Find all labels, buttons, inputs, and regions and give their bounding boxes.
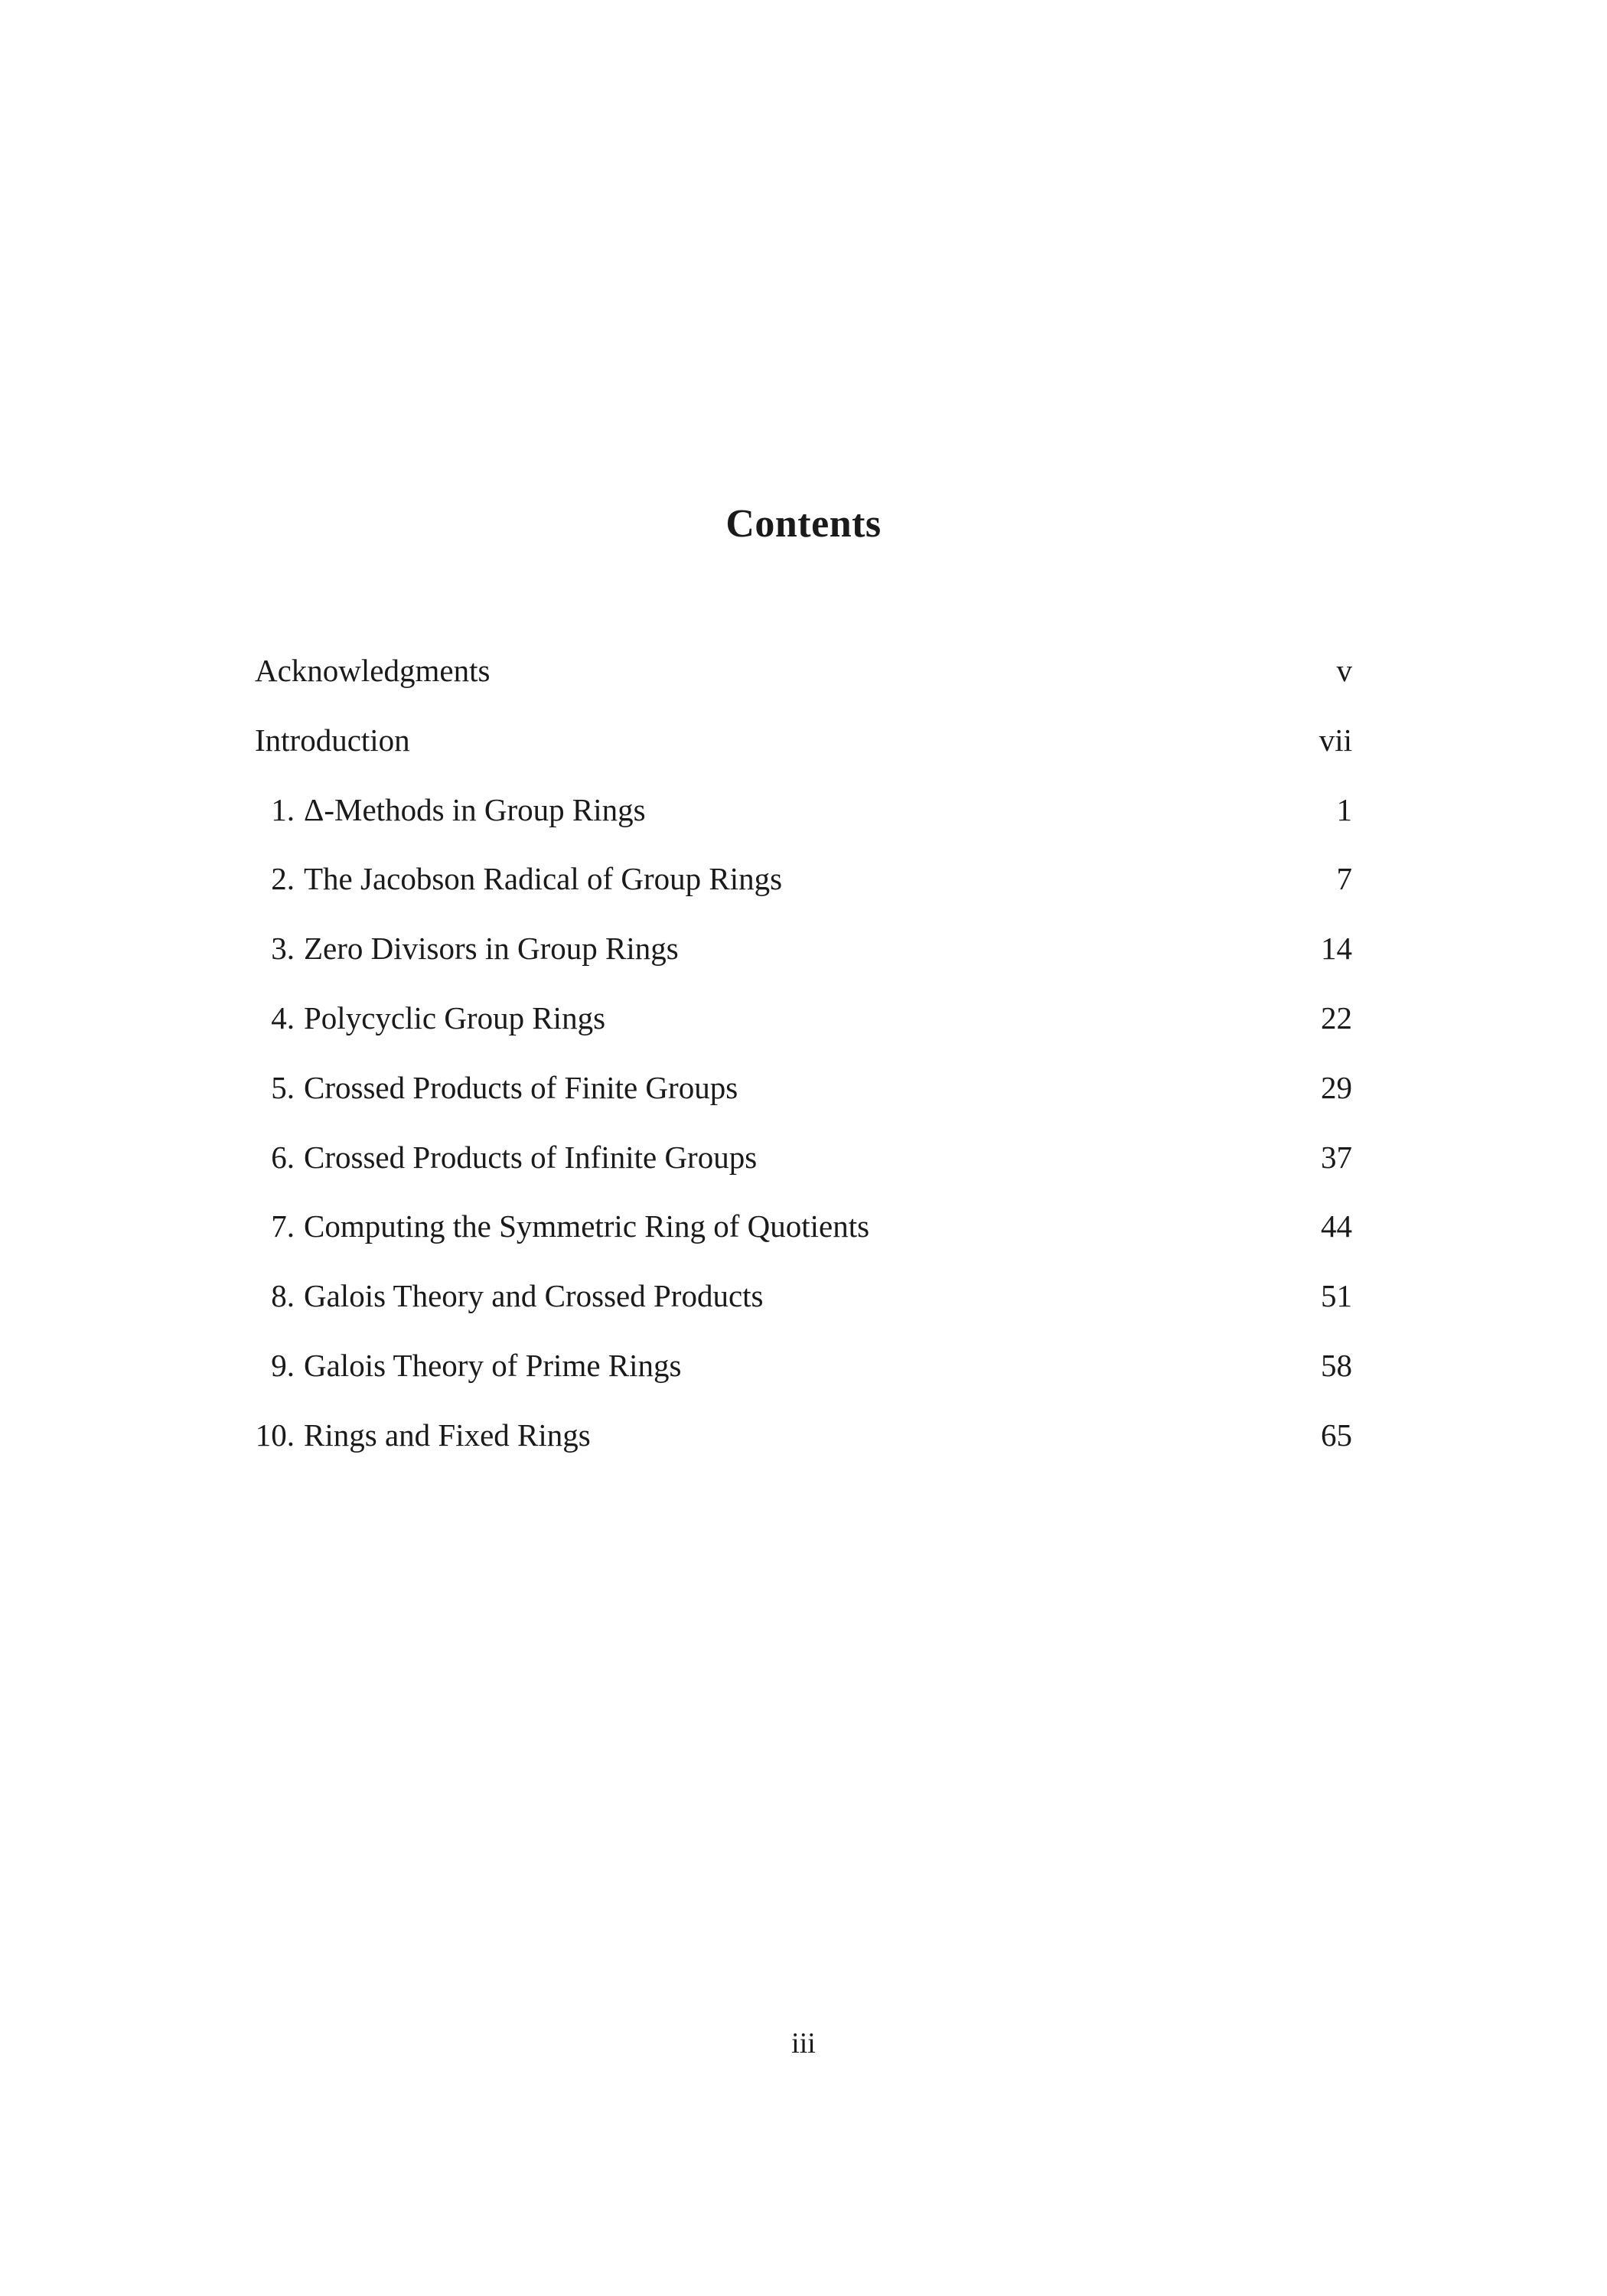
toc-entry-label: Introduction	[255, 722, 410, 758]
toc-entry-label: Zero Divisors in Group Rings	[304, 931, 679, 967]
toc-entry-page: 1	[1336, 791, 1352, 827]
toc-entry-page: 65	[1321, 1417, 1352, 1453]
toc-entry-chapter-2[interactable]	[255, 860, 1352, 930]
toc-entry-label-wrap	[255, 652, 490, 689]
toc-entry-number: 3.	[271, 931, 295, 967]
toc-entry-page: 7	[1336, 861, 1352, 897]
toc-entry-label: Polycyclic Group Rings	[304, 1000, 606, 1035]
toc-entry-label: Crossed Products of Finite Groups	[304, 1069, 738, 1105]
toc-entry-label: Computing the Symmetric Ring of Quotients	[304, 1208, 870, 1244]
table-of-contents	[255, 652, 1352, 1486]
toc-entry-label-wrap	[255, 1347, 681, 1384]
toc-entry-label-wrap	[255, 1000, 605, 1036]
page-number: iii	[791, 2027, 816, 2060]
toc-entry-label: The Jacobson Radical of Group Rings	[304, 861, 783, 897]
toc-entry-label-wrap	[255, 1139, 757, 1176]
toc-entry-page: 58	[1321, 1347, 1352, 1383]
toc-entry-chapter-4[interactable]	[255, 1000, 1352, 1069]
toc-entry-label: Galois Theory and Crossed Products	[304, 1278, 764, 1314]
toc-entry-label: Galois Theory of Prime Rings	[304, 1347, 682, 1383]
toc-entry-label: Acknowledgments	[255, 653, 491, 688]
toc-entry-number: 7.	[271, 1208, 295, 1244]
toc-entry-label-wrap	[255, 722, 410, 758]
toc-entry-label: Rings and Fixed Rings	[304, 1417, 591, 1453]
toc-entry-number: 4.	[271, 1000, 295, 1035]
toc-entry-chapter-7[interactable]	[255, 1208, 1352, 1277]
toc-entry-label-wrap	[255, 1277, 764, 1314]
toc-entry-page: 44	[1321, 1208, 1352, 1244]
toc-entry-number: 9.	[271, 1347, 295, 1383]
toc-entry-number: 1.	[271, 791, 295, 827]
page-title: Contents	[725, 502, 882, 546]
toc-entry-label-wrap	[255, 791, 646, 828]
toc-entry-acknowledgments[interactable]	[255, 652, 1352, 722]
toc-entry-page: vii	[1319, 722, 1352, 758]
toc-entry-page: 14	[1321, 931, 1352, 967]
toc-entry-page: 37	[1321, 1139, 1352, 1175]
toc-entry-number: 2.	[271, 861, 295, 897]
toc-entry-page: v	[1336, 653, 1352, 688]
toc-entry-page: 22	[1321, 1000, 1352, 1035]
toc-entry-label-wrap	[255, 1208, 869, 1244]
toc-entry-number: 6.	[271, 1139, 295, 1175]
toc-entry-introduction[interactable]	[255, 722, 1352, 791]
toc-entry-label-wrap	[255, 1069, 738, 1106]
toc-entry-chapter-1[interactable]	[255, 791, 1352, 861]
toc-entry-page: 51	[1321, 1278, 1352, 1314]
toc-entry-label-wrap	[255, 930, 679, 967]
toc-entry-chapter-8[interactable]	[255, 1277, 1352, 1347]
toc-entry-chapter-10[interactable]	[255, 1417, 1352, 1486]
toc-entry-chapter-6[interactable]	[255, 1139, 1352, 1208]
toc-entry-page: 29	[1321, 1069, 1352, 1105]
toc-entry-chapter-5[interactable]	[255, 1069, 1352, 1139]
toc-entry-chapter-3[interactable]	[255, 930, 1352, 1000]
toc-entry-label: Δ-Methods in Group Rings	[304, 791, 646, 827]
toc-entry-label: Crossed Products of Infinite Groups	[304, 1139, 758, 1175]
toc-entry-label-wrap	[255, 860, 782, 897]
toc-entry-chapter-9[interactable]	[255, 1347, 1352, 1417]
toc-entry-number: 5.	[271, 1069, 295, 1105]
toc-entry-number: 10.	[255, 1417, 295, 1453]
toc-entry-number: 8.	[271, 1278, 295, 1314]
toc-entry-label-wrap	[255, 1417, 591, 1453]
